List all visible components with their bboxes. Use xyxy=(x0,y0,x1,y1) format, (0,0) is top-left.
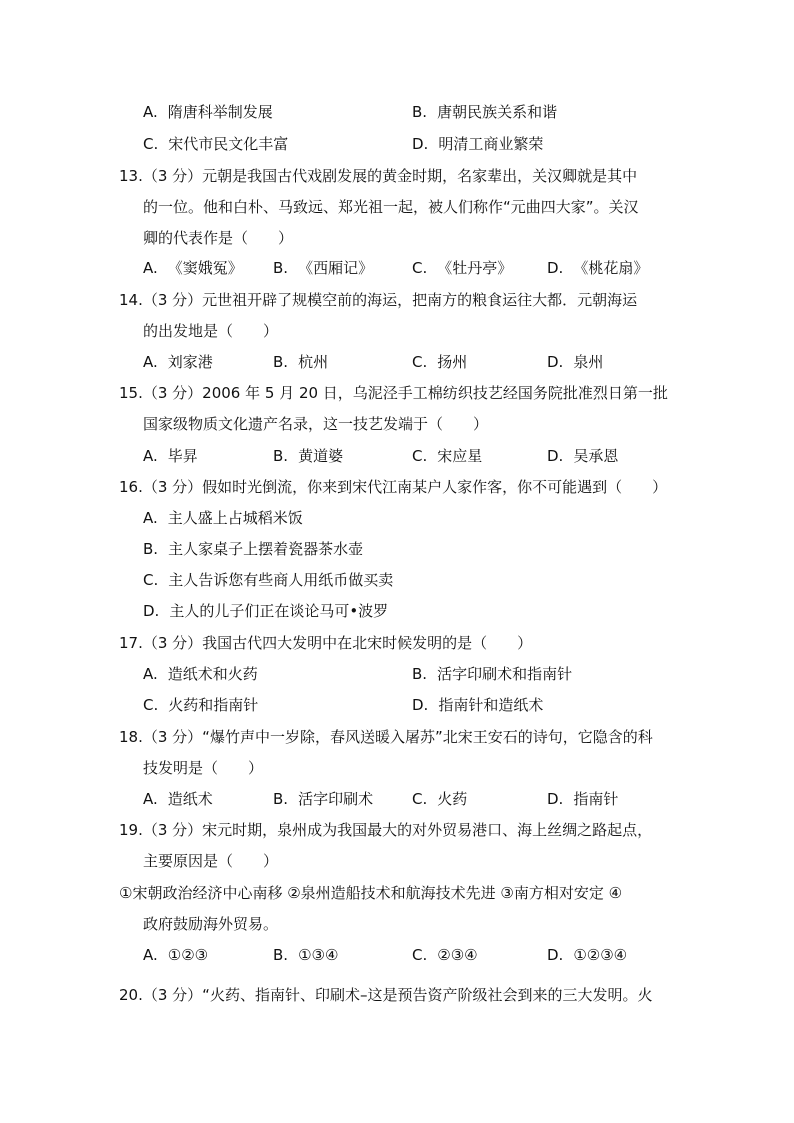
q19-option-c[interactable]: C. ②③④ xyxy=(412,946,478,964)
q18-option-d[interactable]: D. 指南针 xyxy=(547,790,619,808)
q15-option-d[interactable]: D. 吴承恩 xyxy=(547,447,619,465)
q13-option-a[interactable]: A. 《窦娥冤》 xyxy=(143,259,243,277)
q19-items-line-1: ①宋朝政治经济中心南移 ②泉州造船技术和航海技术先进 ③南方相对安定 ④ xyxy=(119,884,623,902)
q18-option-b[interactable]: B. 活字印刷术 xyxy=(273,790,374,808)
q16-option-b[interactable]: B. 主人家桌子上摆着瓷器茶水壶 xyxy=(143,540,364,558)
q13-stem-line-2: 的一位。他和白朴、马致远、郑光祖一起，被人们称作“元曲四大家”。关汉 xyxy=(143,198,639,216)
q18-option-a[interactable]: A. 造纸术 xyxy=(143,790,213,808)
q19-option-a[interactable]: A. ①②③ xyxy=(143,946,209,964)
q15-stem-line-2: 国家级物质文化遗产名录，这一技艺发端于（ ） xyxy=(143,415,489,433)
q19-stem-line-1: 19.（3 分）宋元时期，泉州成为我国最大的对外贸易港口、海上丝绸之路起点， xyxy=(119,821,653,839)
q16-stem-line-1: 16.（3 分）假如时光倒流，你来到宋代江南某户人家作客，你不可能遇到（ ） xyxy=(119,478,668,496)
q13-stem-line-1: 13.（3 分）元朝是我国古代戏剧发展的黄金时期，名家辈出，关汉卿就是其中 xyxy=(119,167,638,185)
q12-option-c[interactable]: C. 宋代市民文化丰富 xyxy=(143,135,289,153)
q17-option-b[interactable]: B. 活字印刷术和指南针 xyxy=(412,665,573,683)
q19-stem-line-2: 主要原因是（ ） xyxy=(143,852,279,870)
q14-stem-line-2: 的出发地是（ ） xyxy=(143,322,279,340)
q17-option-a[interactable]: A. 造纸术和火药 xyxy=(143,665,258,683)
q12-option-d[interactable]: D. 明清工商业繁荣 xyxy=(412,135,544,153)
q13-option-d[interactable]: D. 《桃花扇》 xyxy=(547,259,649,277)
q19-option-d[interactable]: D. ①②③④ xyxy=(547,946,628,964)
q12-option-b[interactable]: B. 唐朝民族关系和谐 xyxy=(412,103,558,121)
q18-stem-line-2: 技发明是（ ） xyxy=(143,759,264,777)
q16-option-d[interactable]: D. 主人的儿子们正在谈论马可•波罗 xyxy=(143,602,389,620)
q12-option-a[interactable]: A. 隋唐科举制发展 xyxy=(143,103,273,121)
q13-option-b[interactable]: B. 《西厢记》 xyxy=(273,259,374,277)
q15-option-a[interactable]: A. 毕昇 xyxy=(143,447,198,465)
q15-stem-line-1: 15.（3 分）2006 年 5 月 20 日，乌泥泾手工棉纺织技艺经国务院批准烈日第一批 xyxy=(119,384,668,402)
q16-option-c[interactable]: C. 主人告诉您有些商人用纸币做买卖 xyxy=(143,571,394,589)
q17-option-c[interactable]: C. 火药和指南针 xyxy=(143,696,259,714)
q18-stem-line-1: 18.（3 分）“爆竹声中一岁除，春风送暖入屠苏”北宋王安石的诗句，它隐含的科 xyxy=(119,728,653,746)
q14-option-b[interactable]: B. 杭州 xyxy=(273,353,329,371)
q14-option-a[interactable]: A. 刘家港 xyxy=(143,353,213,371)
q14-stem-line-1: 14.（3 分）元世祖开辟了规模空前的海运，把南方的粮食运往大都．元朝海运 xyxy=(119,291,638,309)
q15-option-b[interactable]: B. 黄道婆 xyxy=(273,447,344,465)
q19-items-line-2: 政府鼓励海外贸易。 xyxy=(143,915,279,933)
q19-option-b[interactable]: B. ①③④ xyxy=(273,946,339,964)
q18-option-c[interactable]: C. 火药 xyxy=(412,790,468,808)
q17-option-d[interactable]: D. 指南针和造纸术 xyxy=(412,696,544,714)
q20-stem-line-1: 20.（3 分）“火药、指南针、印刷术–这是预告资产阶级社会到来的三大发明。火 xyxy=(119,986,653,1004)
q17-stem-line-1: 17.（3 分）我国古代四大发明中在北宋时候发明的是（ ） xyxy=(119,634,533,652)
q14-option-c[interactable]: C. 扬州 xyxy=(412,353,468,371)
q13-stem-line-3: 卿的代表作是（ ） xyxy=(143,229,294,247)
q15-option-c[interactable]: C. 宋应星 xyxy=(412,447,483,465)
q14-option-d[interactable]: D. 泉州 xyxy=(547,353,604,371)
q13-option-c[interactable]: C. 《牡丹亭》 xyxy=(412,259,513,277)
q16-option-a[interactable]: A. 主人盛上占城稻米饭 xyxy=(143,509,303,527)
